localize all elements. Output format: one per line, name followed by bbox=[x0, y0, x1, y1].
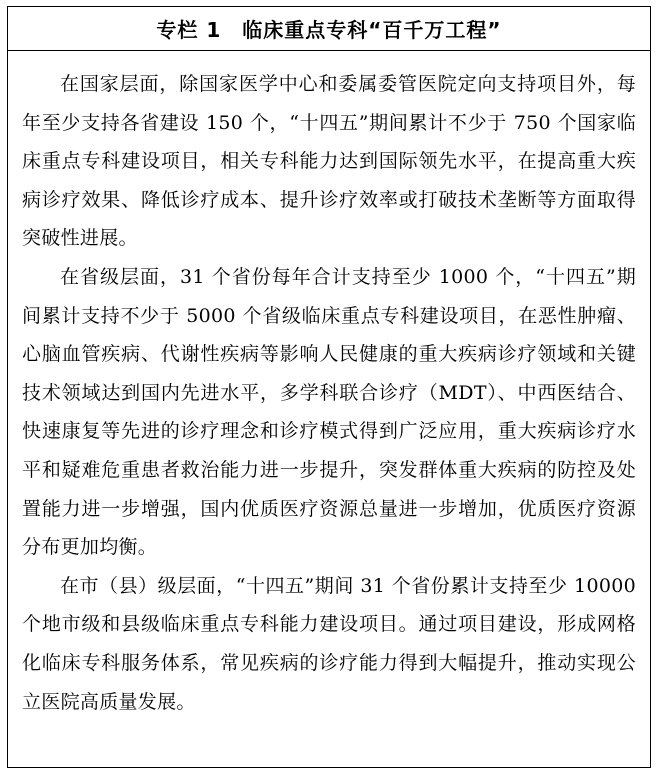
paragraph-city-county: 在市（县）级层面，“十四五”期间 31 个省份累计支持至少 10000 个地市级和县级临床重点专科能力建设项目。通过项目建设，形成网格化临床专科服务体系，常见疾病的诊疗能力得到大幅提升，推动实现公立医院高质量发展。 bbox=[22, 574, 636, 713]
column-box bbox=[7, 6, 651, 768]
box-title: 专栏 1 临床重点专科“百千万工程” bbox=[156, 18, 502, 42]
paragraph-national: 在国家层面，除国家医学中心和委属委管医院定向支持项目外，每年至少支持各省建设 150 个，“十四五”期间累计不少于 750 个国家临床重点专科建设项目，相关专科能力达到国际领先水平，在提高重大疾病诊疗效果、降低诊疗成本、提升诊疗效率或打破技术垄断等方面取得突破性进展。 bbox=[22, 73, 636, 250]
paragraph-provincial: 在省级层面，31 个省份每年合计支持至少 1000 个，“十四五”期间累计支持不少于 5000 个省级临床重点专科建设项目，在恶性肿瘤、心脑血管疾病、代谢性疾病等影响人民健康的重大疾病诊疗领域和关键技术领域达到国内先进水平，多学科联合诊疗（MDT）、中西医结合、快速康复等先进的诊疗理念和诊疗模式得到广泛应用，重大疾病诊疗水平和疑难危重患者救治能力进一步提升，突发群体重大疾病的防控及处置能力进一步增强，国内优质医疗资源总量进一步增加，优质医疗资源分布更加均衡。 bbox=[22, 265, 636, 559]
title-row bbox=[8, 7, 650, 51]
box-content bbox=[8, 51, 650, 721]
